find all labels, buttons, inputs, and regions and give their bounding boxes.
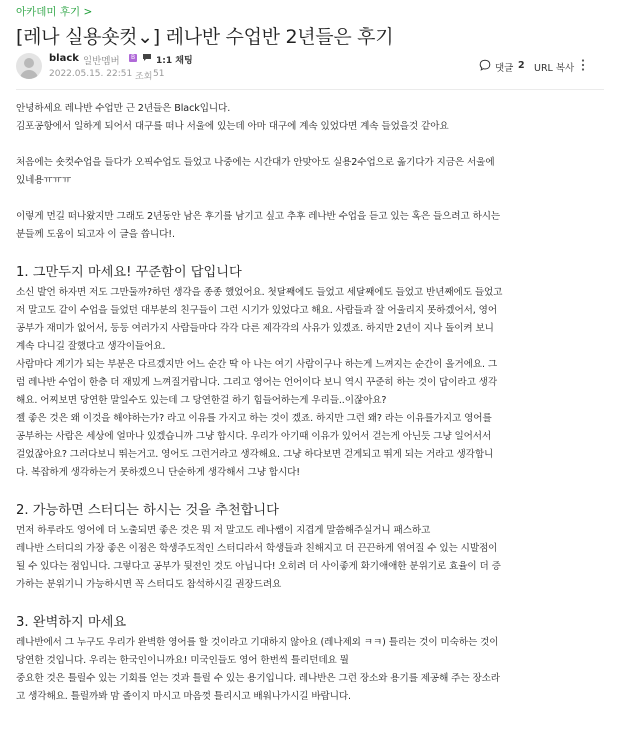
body-line: 김포공항에서 일하게 되어서 대구를 떠나 서울에 있는데 아마 대구에 계속 있었다면 계속 들었을것 같아요 [16,121,449,132]
body-line: 고 생각해요. 틀릴까봐 맘 졸이지 마시고 마음껏 틀리시고 배워나가시길 바랍니다. [16,691,351,702]
body-line: 걸었잖아요? 그러다보니 뛰는거고. 영어도 그런거라고 생각해요. 그냥 하다보면 걷게되고 뛰게 되는 거라고 생각합니 [16,449,494,460]
comment-icon[interactable] [479,59,491,71]
person-avatar-body [20,70,38,79]
avatar[interactable] [16,53,42,79]
body-line: 안녕하세요 레나반 수업만 근 2년들은 Black입니다. [16,103,231,114]
comment-count[interactable]: 2 [518,60,525,71]
views-label: 조회 [135,72,153,82]
body-line: 다. 복잡하게 생각하는거 못하겠으니 단순하게 생각해서 그냥 합시다! [16,467,301,478]
chat-button[interactable]: 1:1 채팅 [156,56,193,66]
person-avatar-icon [24,58,34,68]
post-date: 2022.05.15. 22:51 [49,69,133,79]
body-line: 가하는 분위기니 가능하시면 꼭 스터디도 참석하시길 권장드려요 [16,579,282,590]
comment-label[interactable]: 댓글 [495,63,514,74]
body-line: 분들께 도움이 되고자 이 글을 씁니다!. [16,229,175,240]
body-line: 레나반 스터디의 가장 좋은 이점은 학생주도적인 스터디라서 학생들과 친해지고 더 끈끈하게 엮여질 수 있는 시발점이 [16,543,498,554]
section-heading: 3. 완벽하지 마세요 [16,615,127,630]
body-line: 먼저 하루라도 영어에 더 노출되면 좋은 것은 뭐 저 말고도 레나쌤이 지겹게 말씀해주실거니 패스하고 [16,525,431,536]
author-row [16,52,604,82]
body-line: 사람마다 계기가 되는 부분은 다르겠지만 어느 순간 딱 아 나는 여기 사람이구나 하는게 느껴지는 순간이 올거에요. 그 [16,359,498,370]
section-heading: 2. 가능하면 스터디는 하시는 것을 추천합니다 [16,503,279,518]
body-line: 럼 레나반 수업이 한층 더 재밌게 느껴질거랍니다. 그리고 영어는 언어이다 보니 역시 꾸준히 하는 것이 답이라고 생각 [16,377,498,388]
body-line: 될 수 있다는 점입니다. 그렇다고 공부가 뒷전인 것도 아닙니다! 오히려 더 사이좋게 화기애애한 분위기로 효율이 더 증 [16,561,501,572]
body-line: 해요. 어찌보면 당연한 말일수도 있는데 그 당연한걸 하기 힘들어하는게 우리들..이잖아요? [16,395,387,406]
body-line: 공부가 재미가 없어서, 등등 여러가지 사람들마다 각각 다른 제각각의 사유가 있겠죠. 하지만 2년이 지나 돌이켜 보니 [16,323,494,334]
views-count: 51 [153,69,165,79]
author-name[interactable]: black [49,53,79,64]
body-line: 레나반에서 그 누구도 우리가 완벽한 영어를 할 것이라고 기대하지 않아요 (레나제외 ㅋㅋ) 틀리는 것이 미숙하는 것이 [16,637,499,648]
url-copy-button[interactable]: URL 복사 [534,63,575,74]
post-body [16,100,590,706]
body-line: 소신 발언 하자면 저도 그만둘까?하던 생각을 종종 했었어요. 첫달째에도 들었고 세달째에도 들었고 반년째에도 들었고 [16,287,503,298]
body-line: 이렇게 먼길 떠나왔지만 그래도 2년동안 남은 후기를 남기고 싶고 추후 레나반 수업을 듣고 있는 혹은 들으려고 하시는 [16,211,501,222]
body-line: 당연한 것입니다. 우리는 한국인이니까요! 미국인들도 영어 한번씩 틀리던데요 뭘 [16,655,349,666]
section-heading: 1. 그만두지 마세요! 꾸준함이 답입니다 [16,265,242,280]
more-vertical-icon[interactable] [580,58,586,72]
body-line: 처음에는 숏컷수업을 들다가 오픽수업도 들었고 나중에는 시간대가 안맞아도 실용2수업으로 옮기다가 지금은 서울에 [16,157,495,168]
body-line: 있네용ㅠㅠㅠ [16,175,72,186]
member-level: 일반멤버 [83,56,120,67]
chat-bubble-icon[interactable] [142,53,152,62]
header-divider [16,89,604,90]
body-line: 공부하는 사람은 세상에 얼마나 있겠습니까 그냥 합시다. 우리가 아기때 이유가 있어서 걷는게 아닌듯 그냥 일어서서 [16,431,492,442]
body-line: 중요한 것은 틀릴수 있는 기회를 얻는 것과 틀릴 수 있는 용기입니다. 레나반은 그런 장소와 용기를 제공해 주는 장소라 [16,673,500,684]
body-line: 저 말고도 같이 수업을 들었던 대부분의 친구들이 그런 시기가 있었다고 해요. 사람들과 잘 어울리지 못하겠어서, 영어 [16,305,498,316]
body-line: 젤 좋은 것은 왜 이것을 해야하는가? 라고 이유를 가지고 하는 것이 겠죠. 하지만 그런 왜? 라는 이유를가지고 영어를 [16,413,492,424]
level-badge: B [130,54,136,61]
board-link[interactable]: 아카데미 후기 > [16,6,93,18]
post-title: [레나 실용숏컷⌄] 레나반 수업반 2년들은 후기 [16,26,394,48]
body-line: 계속 다니길 잘했다고 생각이들어요. [16,341,166,352]
